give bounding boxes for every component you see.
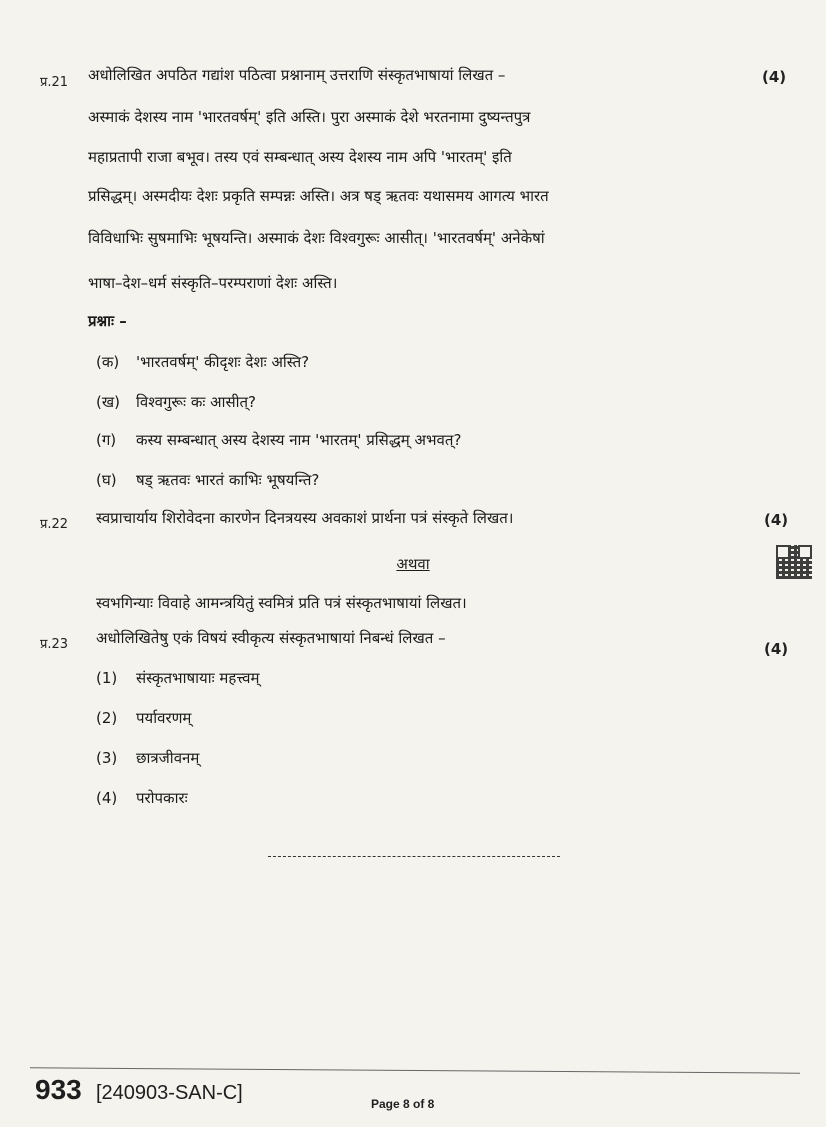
- q21-question-gha: [96, 473, 319, 488]
- q23-topic-1-text: संस्कृतभाषायाः महत्त्वम्: [136, 669, 260, 687]
- q21-question-gha-label: (घ): [96, 471, 117, 489]
- q21-marks: (4): [762, 68, 787, 86]
- q21-passage-line-3: प्रसिद्धम्। अस्मदीयः देशः प्रकृति सम्पन्नः अस्ति। अत्र षड् ऋतवः यथासमय आगत्य भारत: [88, 187, 549, 205]
- q21-question-kha-label: (ख): [96, 393, 120, 411]
- q21-passage-line-5: भाषा–देश–धर्म संस्कृति–परम्पराणां देशः अस्ति।: [88, 274, 338, 292]
- q21-question-ka-label: (क): [96, 353, 120, 371]
- page-number: Page 8 of 8: [371, 1097, 435, 1111]
- footer-rule: [30, 1067, 800, 1073]
- q21-question-ka: [96, 355, 309, 370]
- q23-number: प्र.23: [40, 637, 69, 652]
- q23-topic-3-text: छात्रजीवनम्: [136, 749, 200, 767]
- q23-text: अधोलिखितेषु एकं विषयं स्वीकृत्य संस्कृतभाषायां निबन्धं लिखत –: [96, 629, 446, 647]
- q22-number: प्र.22: [40, 517, 69, 532]
- q21-question-ga: [96, 433, 461, 448]
- q21-passage-line-2: महाप्रतापी राजा बभूव। तस्य एवं सम्बन्धात् अस्य देशस्य नाम अपि 'भारतम्' इति: [88, 148, 512, 166]
- q21-passage-line-1: अस्माकं देशस्य नाम 'भारतवर्षम्' इति अस्ति। पुरा अस्माकं देशे भरतनामा दुष्यन्तपुत्र: [88, 108, 531, 126]
- paper-code-id: [240903-SAN-C]: [96, 1082, 243, 1104]
- paper-code-number: 933: [35, 1074, 82, 1105]
- q22-marks: (4): [764, 511, 789, 529]
- q21-question-ga-text: कस्य सम्बन्धात् अस्य देशस्य नाम 'भारतम्' प्रसिद्धम् अभवत्?: [136, 431, 462, 449]
- q23-topic-4: [96, 791, 188, 806]
- q23-topic-3-label: (3): [96, 749, 118, 767]
- q21-questions-heading: प्रश्नाः –: [88, 312, 127, 330]
- q21-question-kha-text: विश्वगुरूः कः आसीत्?: [136, 393, 257, 411]
- q23-topic-4-text: परोपकारः: [136, 789, 188, 807]
- q21-passage-line-4: विविधाभिः सुषमाभिः भूषयन्ति। अस्माकं देशः विश्वगुरूः आसीत्। 'भारतवर्षम्' अनेकेषां: [88, 229, 545, 247]
- end-divider: [268, 856, 560, 857]
- q23-marks: (4): [764, 640, 789, 658]
- q22-alt-text: स्वभगिन्याः विवाहे आमन्त्रयितुं स्वमित्रं प्रति पत्रं संस्कृतभाषायां लिखत।: [96, 594, 467, 612]
- q23-topic-4-label: (4): [96, 789, 118, 807]
- q22-or-divider: अथवा: [396, 555, 430, 573]
- q23-topic-1: [96, 671, 259, 686]
- q23-topic-2-label: (2): [96, 709, 118, 727]
- q21-number: प्र.21: [40, 75, 69, 90]
- q21-question-ga-label: (ग): [96, 431, 117, 449]
- q21-question-ka-text: 'भारतवर्षम्' कीदृशः देशः अस्ति?: [136, 353, 310, 371]
- q23-topic-2-text: पर्यावरणम्: [136, 709, 192, 727]
- q21-instruction: अधोलिखित अपठित गद्यांश पठित्वा प्रश्नानाम् उत्तराणि संस्कृतभाषायां लिखत –: [88, 66, 506, 84]
- q23-topic-2: [96, 711, 191, 726]
- q21-question-kha: [96, 395, 256, 410]
- qr-code-icon: [776, 545, 812, 579]
- q23-topic-3: [96, 751, 199, 766]
- q23-topic-1-label: (1): [96, 669, 118, 687]
- q22-text: स्वप्राचार्याय शिरोवेदना कारणेन दिनत्रयस्य अवकाशं प्रार्थना पत्रं संस्कृते लिखत।: [96, 509, 514, 527]
- q21-question-gha-text: षड् ऋतवः भारतं काभिः भूषयन्ति?: [136, 471, 320, 489]
